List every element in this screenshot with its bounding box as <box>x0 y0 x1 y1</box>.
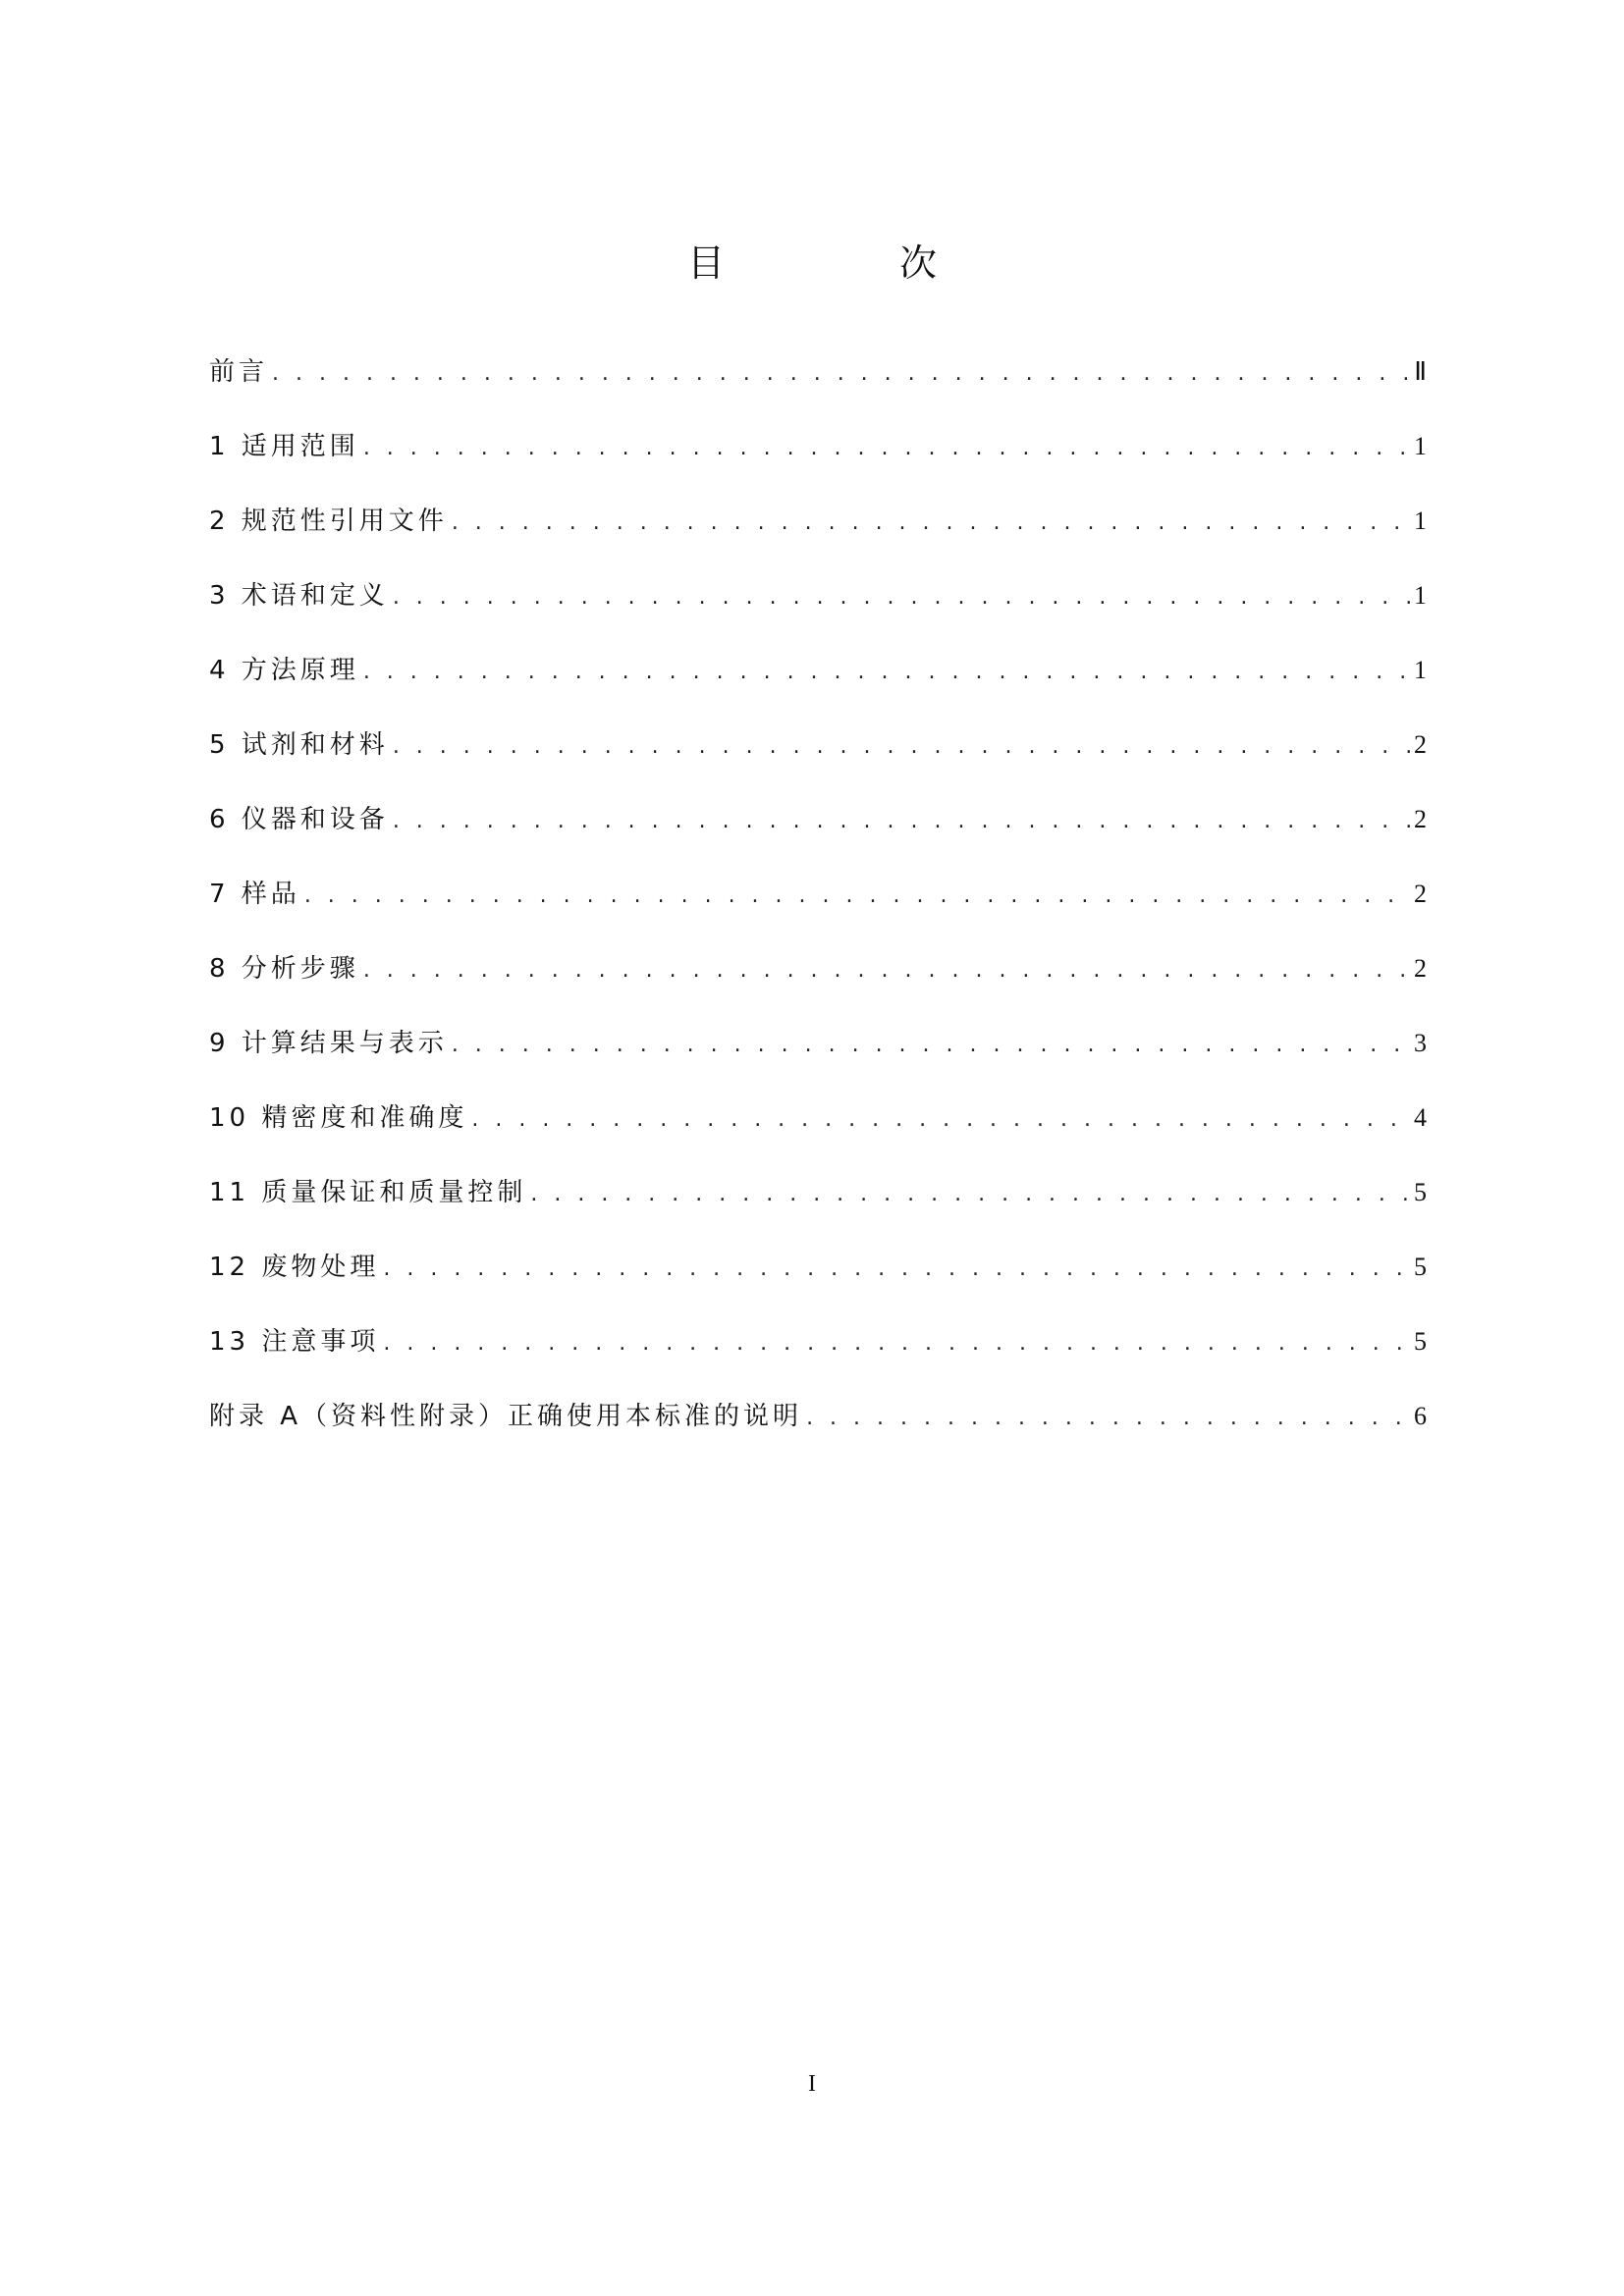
toc-entry-page: 1 <box>1414 656 1427 684</box>
toc-dot-leader <box>452 1033 1410 1057</box>
toc-entry-label: 12 废物处理 <box>209 1253 380 1282</box>
page-title: 目 次 <box>686 241 1005 285</box>
toc-dot-leader <box>304 883 1410 908</box>
toc-entry-12[interactable] <box>209 1247 1427 1321</box>
toc-entry-3[interactable] <box>209 575 1427 650</box>
toc-entry-6[interactable] <box>209 799 1427 874</box>
toc-dot-leader <box>471 1107 1410 1132</box>
toc-entry-page: 1 <box>1414 432 1427 460</box>
toc-dot-leader <box>383 1331 1410 1356</box>
toc-entry-label: 4 方法原理 <box>209 656 359 685</box>
toc-entry-label: 5 试剂和材料 <box>209 730 389 760</box>
toc-entry-13[interactable] <box>209 1321 1427 1396</box>
toc-entry-page: 5 <box>1414 1178 1427 1206</box>
toc-entry-label: 1 适用范围 <box>209 432 359 461</box>
toc-entry-4[interactable] <box>209 650 1427 724</box>
toc-entry-label: 7 样品 <box>209 880 300 909</box>
footer-page-number: I <box>808 2071 816 2097</box>
toc-entry-1[interactable] <box>209 426 1427 501</box>
toc-dot-leader <box>393 809 1410 833</box>
toc-entry-10[interactable] <box>209 1097 1427 1172</box>
toc-entry-label: 8 分析步骤 <box>209 954 359 984</box>
toc-dot-leader <box>393 734 1410 759</box>
toc-dot-leader <box>806 1406 1410 1430</box>
toc-entry-page: 2 <box>1414 954 1427 983</box>
toc-entry-page: 6 <box>1414 1402 1427 1430</box>
toc-entry-page: 4 <box>1414 1103 1427 1132</box>
toc-entry-page: 5 <box>1414 1253 1427 1281</box>
toc-entry-page: 1 <box>1414 507 1427 535</box>
toc-entry-page: 2 <box>1414 730 1427 759</box>
toc-entry-label: 3 术语和定义 <box>209 581 389 611</box>
toc-entry-page: 2 <box>1414 880 1427 908</box>
toc-entry-label: 9 计算结果与表示 <box>209 1029 448 1058</box>
toc-entry-11[interactable] <box>209 1172 1427 1247</box>
toc-entry-label: 2 规范性引用文件 <box>209 507 448 536</box>
toc-entry-appendix-a[interactable] <box>209 1396 1427 1470</box>
toc-dot-leader <box>363 958 1410 983</box>
toc-entry-8[interactable] <box>209 948 1427 1023</box>
toc-entry-label: 11 质量保证和质量控制 <box>209 1178 527 1207</box>
toc-entry-label: 10 精密度和准确度 <box>209 1103 468 1133</box>
toc-entry-7[interactable] <box>209 874 1427 948</box>
toc-entry-page: 2 <box>1414 805 1427 833</box>
toc-entry-2[interactable] <box>209 501 1427 575</box>
toc-entry-foreword[interactable] <box>209 351 1427 426</box>
toc-dot-leader <box>363 436 1410 460</box>
toc-entry-label: 前言 <box>209 357 269 387</box>
table-of-contents <box>209 351 1427 1470</box>
toc-entry-5[interactable] <box>209 724 1427 799</box>
toc-dot-leader <box>383 1256 1410 1281</box>
toc-entry-9[interactable] <box>209 1023 1427 1097</box>
toc-entry-page: Ⅱ <box>1414 357 1427 386</box>
toc-dot-leader <box>363 660 1410 684</box>
toc-dot-leader <box>393 585 1410 610</box>
toc-dot-leader <box>272 361 1410 386</box>
toc-entry-label: 6 仪器和设备 <box>209 805 389 834</box>
toc-entry-label: 附录 A（资料性附录）正确使用本标准的说明 <box>209 1402 803 1431</box>
toc-entry-label: 13 注意事项 <box>209 1327 380 1357</box>
toc-entry-page: 3 <box>1414 1029 1427 1057</box>
toc-entry-page: 5 <box>1414 1327 1427 1356</box>
toc-dot-leader <box>452 510 1410 535</box>
toc-dot-leader <box>530 1182 1410 1206</box>
toc-entry-page: 1 <box>1414 581 1427 610</box>
